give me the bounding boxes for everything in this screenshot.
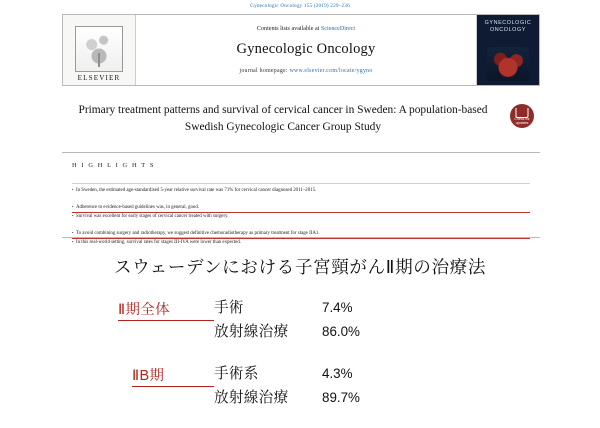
highlights-list — [72, 187, 530, 247]
treatment-name: 放射線治療 — [214, 324, 289, 340]
highlight-text: To avoid combining surgery and radiotherapy, we suggest definitive chemoradiotherapy as primary treatment for stage IIA1. — [75, 230, 320, 236]
journal-homepage-link[interactable]: www.elsevier.com/locate/ygyno — [289, 68, 373, 74]
bullet-icon: • — [72, 238, 74, 244]
bullet-icon: • — [72, 187, 74, 192]
journal-homepage-line — [239, 68, 372, 74]
treatment-group-row — [118, 296, 518, 344]
journal-title: Gynecologic Oncology — [236, 41, 376, 57]
list-item — [214, 320, 518, 341]
treatment-group-row — [118, 362, 518, 410]
journal-cover-panel — [476, 15, 539, 85]
highlight-text: Survival was excellent for early stages of cervical cancer treated with surgery. — [75, 213, 229, 219]
treatment-groups — [118, 296, 518, 428]
elsevier-wordmark: ELSEVIER — [77, 74, 121, 82]
journal-reference: Gynecologic Oncology 155 (2019) 229–236 — [250, 3, 350, 9]
list-item — [72, 187, 530, 195]
contents-available-line — [257, 26, 355, 32]
journal-masthead — [62, 14, 540, 86]
treatment-name: 手術 — [214, 300, 244, 316]
page-title: Primary treatment patterns and survival of cervical cancer in Sweden: A population-based Swedish Gynecologic Cancer Group Study — [78, 104, 488, 133]
group-values — [214, 296, 518, 344]
treatment-name: 手術系 — [214, 366, 259, 382]
elsevier-tree-icon — [75, 26, 123, 72]
cover-art-icon — [487, 47, 529, 81]
homepage-prefix: journal homepage: — [239, 68, 290, 74]
bullet-icon: • — [72, 203, 74, 209]
highlights-label: H I G H L I G H T S — [72, 162, 156, 169]
crossmark-icon[interactable]: Check for updates — [510, 104, 534, 128]
list-item — [72, 230, 530, 239]
list-item — [72, 213, 530, 221]
article-title-band — [62, 96, 540, 148]
group-label-stage-ii-total: Ⅱ期全体 — [118, 298, 214, 321]
highlight-text: In this real-world setting, survival rates for stages III-IVA were lower than expected. — [75, 239, 242, 245]
highlight-text: In Sweden, the estimated age-standardised 5-year relative survival rate was 71% for cervical cancer diagnosed 2011–2015. — [75, 188, 317, 193]
treatment-percentage: 89.7% — [322, 390, 360, 405]
treatment-percentage: 86.0% — [322, 324, 360, 339]
list-item — [72, 204, 530, 213]
list-item — [214, 296, 518, 317]
group-values — [214, 362, 518, 410]
elsevier-logo — [66, 16, 132, 84]
masthead-publisher-panel — [63, 15, 136, 85]
bullet-icon: • — [72, 212, 74, 218]
list-item — [214, 362, 518, 383]
slide-heading: スウェーデンにおける子宮頸がんⅡ期の治療法 — [113, 257, 487, 277]
highlight-text: Adherence to evidence-based guidelines was, in general, good. — [75, 204, 200, 210]
cover-title: GYNECOLOGIC ONCOLOGY — [484, 20, 532, 33]
sciencedirect-link[interactable]: ScienceDirect — [320, 26, 356, 32]
list-item — [72, 239, 530, 247]
contents-prefix: Contents lists available at — [256, 26, 321, 32]
group-label-stage-iib: ⅡB期 — [132, 364, 214, 387]
highlights-section — [62, 152, 540, 245]
bullet-icon: • — [72, 229, 74, 235]
treatment-percentage: 7.4% — [322, 300, 353, 315]
highlights-divider — [72, 183, 530, 184]
list-item — [214, 386, 518, 407]
treatment-percentage: 4.3% — [322, 366, 353, 381]
treatment-name: 放射線治療 — [214, 390, 289, 406]
masthead-center-panel — [136, 15, 476, 85]
